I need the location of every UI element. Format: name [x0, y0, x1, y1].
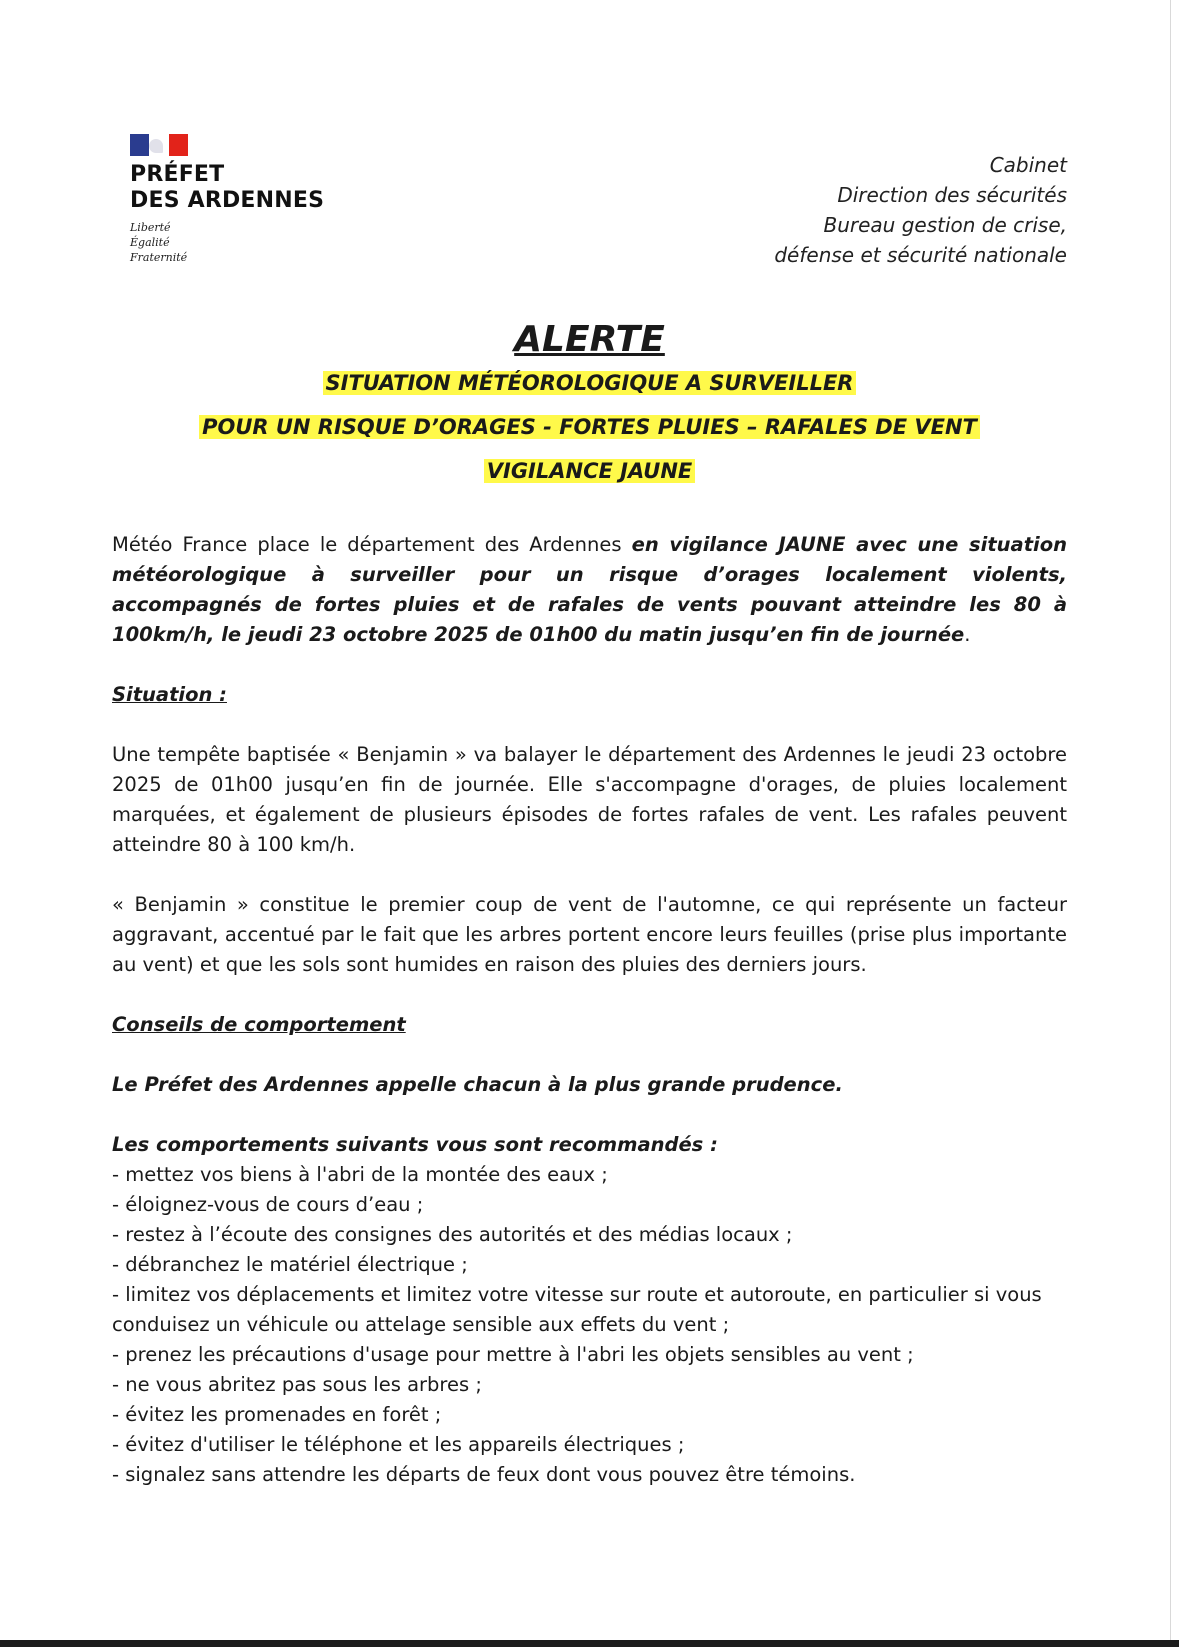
highlighted-text: VIGILANCE JAUNE	[484, 459, 696, 483]
list-item: - limitez vos déplacements et limitez votre vitesse sur route et autoroute, en particulier si vous conduisez un véhicule ou attelage sensible aux effets du vent ;	[112, 1283, 1042, 1336]
list-item: - évitez d'utiliser le téléphone et les appareils électriques ;	[112, 1433, 685, 1456]
list-item: - éloignez-vous de cours d’eau ;	[112, 1193, 424, 1216]
alert-subtitle-situation	[0, 370, 1179, 397]
list-item: - ne vous abritez pas sous les arbres ;	[112, 1373, 482, 1396]
intro-end: .	[964, 623, 971, 646]
alert-subtitle-vigilance	[0, 458, 1179, 485]
sender-cabinet: Cabinet	[989, 153, 1067, 177]
intro-plain-text: Météo France place le département des Ardennes	[112, 533, 632, 556]
sender-direction: Direction des sécurités	[837, 183, 1067, 207]
list-item: - restez à l’écoute des consignes des autorités et des médias locaux ;	[112, 1223, 793, 1246]
document-body	[112, 530, 1067, 1490]
logo-line-ardennes: DES ARDENNES	[130, 188, 325, 213]
motto-egalite: Égalité	[130, 236, 170, 249]
alert-title-block	[0, 318, 1179, 502]
french-republic-flag-icon	[130, 134, 188, 156]
list-item: - prenez les précautions d'usage pour mettre à l'abri les objets sensibles au vent ;	[112, 1343, 914, 1366]
alert-title: ALERTE	[514, 319, 665, 360]
prefect-call: Le Préfet des Ardennes appelle chacun à la plus grande prudence.	[112, 1073, 843, 1096]
list-item: - signalez sans attendre les départs de feux dont vous pouvez être témoins.	[112, 1463, 856, 1486]
sender-bureau: Bureau gestion de crise,	[823, 213, 1067, 237]
logo-line-prefet: PRÉFET	[130, 162, 225, 187]
highlighted-text: POUR UN RISQUE D’ORAGES - FORTES PLUIES – RAFALES DE VENT	[199, 415, 980, 439]
advice-list	[112, 1160, 1067, 1490]
list-item: - mettez vos biens à l'abri de la montée des eaux ;	[112, 1163, 608, 1186]
situation-paragraph-1: Une tempête baptisée « Benjamin » va balayer le département des Ardennes le jeudi 23 octobre 2025 de 01h00 jusqu’en fin de journée. Elle s'accompagne d'orages, de pluies localement marquées, et également de plusieurs épisodes de fortes rafales de vent. Les rafales peuvent atteindre 80 à 100 km/h.	[112, 743, 1067, 856]
intro-bold-text: en vigilance JAUNE avec une situation météorologique à surveiller pour un risque d’orages localement violents, accompagnés de fortes pluies et de rafales de vents pouvant atteindre les 80 à 100km/h, le jeudi 23 octobre 2025 de 01h00 du matin jusqu’en fin de journée	[112, 533, 1067, 646]
republic-motto	[130, 220, 324, 265]
list-item: - débranchez le matériel électrique ;	[112, 1253, 468, 1276]
bottom-edge	[0, 1640, 1179, 1647]
prefecture-logo	[130, 134, 324, 265]
list-item: - évitez les promenades en forêt ;	[112, 1403, 442, 1426]
alert-subtitle-risks	[0, 414, 1179, 441]
situation-paragraph-2: « Benjamin » constitue le premier coup de vent de l'automne, ce qui représente un facteur aggravant, accentué par le fait que les arbres portent encore leurs feuilles (prise plus importante au vent) et que les sols sont humides en raison des pluies des derniers jours.	[112, 893, 1067, 976]
highlighted-text: SITUATION MÉTÉOROLOGIQUE A SURVEILLER	[323, 371, 857, 395]
sender-block	[774, 150, 1067, 270]
sender-defense: défense et sécurité nationale	[774, 243, 1067, 267]
motto-liberte: Liberté	[130, 221, 171, 234]
motto-fraternite: Fraternité	[130, 251, 188, 264]
situation-heading: Situation :	[112, 683, 227, 706]
advice-heading: Conseils de comportement	[112, 1013, 406, 1036]
advice-list-title: Les comportements suivants vous sont recommandés :	[112, 1133, 718, 1156]
intro-paragraph	[112, 530, 1067, 650]
